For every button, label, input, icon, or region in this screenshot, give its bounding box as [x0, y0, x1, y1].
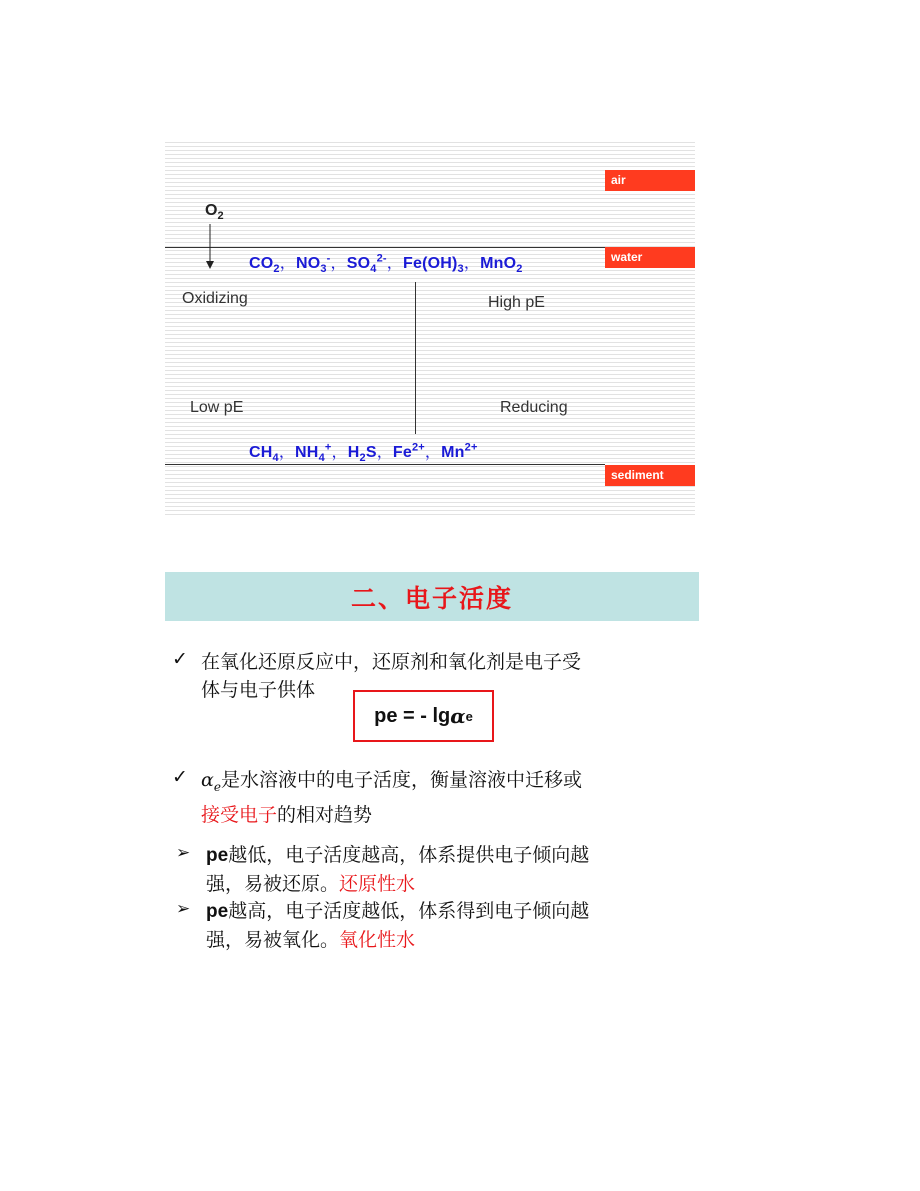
- bullet-1-line-1: 在氧化还原反应中，还原剂和氧化剂是电子受: [201, 651, 582, 673]
- reducing-water-label: 还原性水: [339, 873, 416, 895]
- sediment-label: sediment: [605, 465, 695, 486]
- oxidizing-label: Oxidizing: [182, 290, 248, 307]
- bullet-2-text: 是水溶液中的电子活度，衡量溶液中迁移或: [220, 769, 582, 791]
- highlight-text: 接受电子: [201, 803, 278, 826]
- bullet-3-text-2: 强，易被还原。: [206, 873, 340, 895]
- bullet-4: [206, 897, 589, 954]
- species-item: $CH_4$，: [249, 444, 296, 465]
- species-item: $NH_4^+$，: [295, 441, 348, 465]
- section-title: 二、电子活度: [350, 583, 513, 613]
- low-pe-label: Low pE: [190, 399, 244, 416]
- down-arrow-icon: [205, 224, 215, 270]
- divider-line: [415, 282, 416, 434]
- species-item: $Fe^{2+}$，: [392, 441, 442, 461]
- formula-sub: e: [465, 708, 473, 724]
- water-label: water: [605, 247, 695, 268]
- high-pe-label: High pE: [488, 294, 545, 311]
- bullet-3: [206, 841, 589, 898]
- formula-lhs: pe = - lg: [374, 704, 451, 727]
- formula-alpha: α: [450, 704, 466, 728]
- arrow-bullet-icon: ➢: [176, 899, 191, 919]
- bullet-3-text: 越低，电子活度越高，体系提供电子倾向越: [228, 844, 590, 866]
- bullet-4-line-2: [206, 926, 589, 954]
- species-item: MnO$_2$: [480, 255, 523, 276]
- alpha-symbol: α: [201, 769, 214, 791]
- bullet-2: [201, 766, 582, 829]
- bullet-2-text-2: 的相对趋势: [277, 803, 373, 826]
- reducing-label: Reducing: [500, 399, 568, 416]
- bullet-2-line-1: [201, 766, 582, 801]
- oxidized-species-row: [249, 250, 523, 275]
- air-water-boundary: [165, 247, 605, 248]
- arrow-bullet-icon: ➢: [176, 843, 191, 863]
- o2-label: $O_2$: [205, 202, 224, 223]
- bullet-3-line-1: [206, 841, 589, 870]
- species-item: $H_2S$，: [347, 444, 393, 465]
- air-label: air: [605, 170, 695, 191]
- species-item: $CO_2$，: [249, 255, 296, 276]
- species-item: $Mn^{2+}$: [441, 441, 478, 461]
- pe-term: pe: [206, 845, 229, 866]
- check-icon: ✓: [172, 648, 188, 670]
- species-item: $Fe(OH)_3$，: [403, 255, 481, 276]
- pe-formula: [353, 690, 494, 742]
- species-item: $SO_4^{2-}$，: [346, 252, 403, 276]
- species-item: $NO_3^-$，: [295, 252, 347, 276]
- check-icon: ✓: [172, 766, 188, 788]
- bullet-4-line-1: [206, 897, 589, 926]
- bullet-2-line-2: [201, 801, 582, 829]
- section-header: [165, 572, 699, 621]
- redox-layers-diagram: [165, 142, 695, 516]
- pe-term: pe: [206, 901, 229, 922]
- oxidizing-water-label: 氧化性水: [339, 929, 416, 951]
- bullet-4-text-2: 强，易被氧化。: [206, 929, 340, 951]
- reduced-species-row: [249, 439, 478, 464]
- bullet-3-line-2: [206, 870, 589, 898]
- bullet-4-text: 越高，电子活度越低，体系得到电子倾向越: [228, 900, 590, 922]
- alpha-sub: e: [213, 779, 221, 794]
- bullet-1-line-2: 体与电子供体: [201, 679, 316, 701]
